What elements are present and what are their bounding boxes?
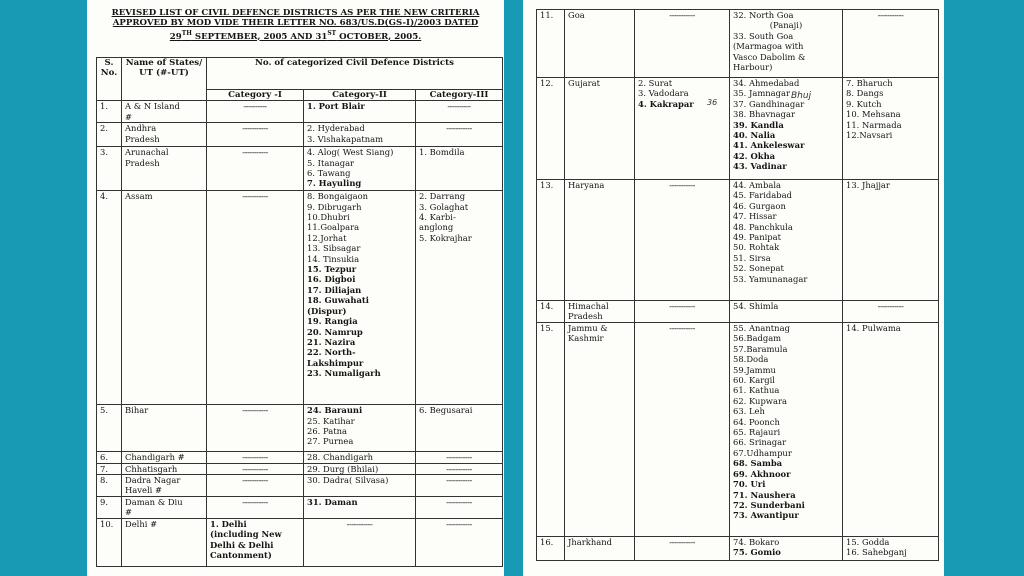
- cell-cat2: [730, 78, 843, 180]
- state-name-line: Kashmir: [568, 333, 604, 344]
- district-entry: 74. Bokaro: [733, 537, 780, 547]
- district-entry: 25. Katihar: [307, 415, 355, 426]
- district-entry: 9. Dibrugarh: [307, 201, 362, 212]
- district-entry: 35. Jamnagar: [733, 88, 791, 99]
- district-entry: 19. Rangia: [307, 316, 358, 327]
- cell-cat1: [207, 405, 304, 452]
- district-entry: 10. Mehsana: [846, 109, 901, 120]
- district-entry: 7. Bharuch: [846, 78, 893, 88]
- district-entry: 73. Awantipur: [733, 510, 799, 521]
- document-title: [87, 0, 504, 42]
- district-entry: 8. Dangs: [846, 88, 884, 99]
- district-entry: (Marmagoa with: [733, 41, 804, 52]
- cell-cat3: [416, 475, 503, 497]
- empty-marker: -----------: [669, 180, 695, 190]
- cell-cat2: [304, 101, 416, 123]
- cell-cat2: [304, 475, 416, 497]
- cell-state: [122, 519, 207, 567]
- table-row: [97, 191, 503, 405]
- cell-sno: 11.: [537, 10, 565, 78]
- district-entry: 20. Namrup: [307, 326, 363, 337]
- district-entry: 1. Port Blair: [307, 101, 365, 112]
- district-entry: 12.Jorhat: [307, 232, 347, 243]
- cell-sno: 7.: [97, 463, 122, 474]
- cell-state: [565, 10, 635, 78]
- district-entry: 39. Kandla: [733, 119, 784, 130]
- cell-state: [565, 323, 635, 537]
- district-entry: (Panaji): [769, 20, 803, 31]
- state-name-line: Haveli #: [125, 485, 163, 496]
- cell-cat2: [304, 405, 416, 452]
- cell-state: [122, 452, 207, 463]
- cell-state: [122, 463, 207, 474]
- cell-sno: 5.: [97, 405, 122, 452]
- empty-marker: ----------: [447, 101, 471, 112]
- district-entry: 46. Gurgaon: [733, 200, 786, 211]
- district-entry: 44. Ambala: [733, 180, 781, 190]
- district-entry: 14. Pulwama: [846, 323, 901, 333]
- state-name-line: Daman & Diu: [125, 497, 183, 508]
- handwritten-note-word: Bhuj: [791, 91, 812, 101]
- district-entry: 11.Goalpara: [307, 222, 360, 233]
- table-row: [537, 78, 939, 180]
- district-entry: 16. Digboi: [307, 274, 356, 285]
- empty-marker: -----------: [446, 123, 472, 134]
- cell-cat1: [207, 519, 304, 567]
- district-entry: 47. Hissar: [733, 211, 777, 222]
- empty-marker: -----------: [446, 475, 472, 486]
- state-name-line: Jharkhand: [568, 537, 612, 547]
- cell-cat1: [207, 452, 304, 463]
- cell-cat2: [304, 452, 416, 463]
- cell-sno: 13.: [537, 180, 565, 301]
- empty-marker: -----------: [242, 497, 268, 508]
- cell-state: [122, 101, 207, 123]
- district-entry: 1. Bomdila: [419, 147, 465, 158]
- table-row: [97, 147, 503, 191]
- cell-sno: 12.: [537, 78, 565, 180]
- district-entry: 34. Ahmedabad: [733, 78, 800, 88]
- table-row: [97, 519, 503, 567]
- district-entry: 60. Kargil: [733, 375, 775, 386]
- state-name-line: Jammu &: [568, 323, 608, 333]
- cell-cat3: [416, 519, 503, 567]
- district-entry: 40. Nalia: [733, 130, 776, 141]
- table-row: [97, 405, 503, 452]
- table-row: [97, 475, 503, 497]
- title-line-1: REVISED LIST OF CIVIL DEFENCE DISTRICTS AS PER THE NEW CRITERIA: [111, 8, 480, 18]
- district-entry: anglong: [419, 222, 454, 233]
- empty-marker: -----------: [669, 323, 695, 333]
- header-state: Name of States/ UT (#-UT): [122, 58, 207, 101]
- district-entry: 37. Gandhinagar: [733, 98, 805, 109]
- title-line-2: APPROVED BY MOD VIDE THEIR LETTER NO. 683/US.D(GS-I)/2003 DATED: [112, 18, 479, 29]
- district-entry: 65. Rajauri: [733, 427, 781, 438]
- district-entry: 16. Sahebganj: [846, 547, 907, 558]
- district-entry: 57.Baramula: [733, 343, 788, 354]
- cell-cat1: [207, 147, 304, 191]
- state-name-line: Bihar: [125, 405, 149, 416]
- cell-cat3: [843, 537, 939, 561]
- cell-cat1: [635, 301, 730, 323]
- state-name-line: #: [125, 507, 133, 518]
- district-entry: Delhi & Delhi: [210, 539, 274, 550]
- district-entry: 1. Delhi: [210, 519, 247, 530]
- district-entry: 42. Okha: [733, 150, 776, 161]
- handwritten-note-number: 36: [707, 98, 718, 107]
- cell-sno: 2.: [97, 123, 122, 147]
- cell-sno: 6.: [97, 452, 122, 463]
- cell-state: [565, 78, 635, 180]
- cell-cat1: [207, 475, 304, 497]
- table-row: [97, 463, 503, 474]
- empty-marker: -----------: [446, 463, 472, 474]
- district-entry: 2. Surat: [638, 78, 673, 88]
- cell-sno: 14.: [537, 301, 565, 323]
- empty-marker: -----------: [669, 301, 695, 311]
- empty-marker: -----------: [242, 405, 268, 416]
- civil-defence-table-page-1: [96, 57, 503, 567]
- state-name-line: Arunachal: [125, 147, 169, 158]
- district-entry: 12.Navsari: [846, 130, 893, 141]
- cell-state: [565, 180, 635, 301]
- empty-marker: -----------: [877, 10, 904, 20]
- district-entry: 23. Numaligarh: [307, 368, 381, 379]
- district-entry: 4. Kakrapar: [638, 98, 694, 109]
- document-page-1: [87, 0, 504, 576]
- district-entry: 59.Jammu: [733, 364, 776, 375]
- cell-sno: 8.: [97, 475, 122, 497]
- cell-cat1: [635, 10, 730, 78]
- district-entry: Harbour): [733, 62, 773, 73]
- empty-marker: -----------: [446, 497, 472, 508]
- cell-cat3: [416, 463, 503, 474]
- district-entry: 6. Begusarai: [419, 405, 473, 416]
- district-entry: 5. Itanagar: [307, 157, 355, 168]
- cell-sno: 10.: [97, 519, 122, 567]
- district-entry: 4. Karbi-: [419, 212, 456, 223]
- state-name-line: Gujarat: [568, 78, 601, 88]
- district-entry: 33. South Goa: [733, 30, 794, 41]
- district-entry: 31. Daman: [307, 497, 358, 508]
- empty-marker: -----------: [242, 191, 268, 202]
- district-entry: 62. Kupwara: [733, 395, 787, 406]
- cell-cat3: [416, 123, 503, 147]
- district-entry: 53. Yamunanagar: [733, 273, 808, 284]
- district-entry: 30. Dadra( Silvasa): [307, 475, 389, 486]
- cell-cat2: [304, 123, 416, 147]
- table-row: [537, 180, 939, 301]
- table-row: [97, 497, 503, 519]
- district-entry: 72. Sunderbani: [733, 499, 805, 510]
- district-entry: 55. Anantnag: [733, 323, 790, 333]
- district-entry: 54. Shimla: [733, 301, 779, 311]
- state-name-line: A & N Island: [125, 101, 180, 112]
- cell-cat2: [730, 10, 843, 78]
- empty-marker: -----------: [446, 452, 472, 463]
- district-entry: 26. Patna: [307, 426, 347, 437]
- cell-cat2: [730, 180, 843, 301]
- district-entry: 2. Hyderabad: [307, 123, 365, 134]
- state-name-line: #: [125, 111, 133, 122]
- cell-sno: 16.: [537, 537, 565, 561]
- state-name-line: Pradesh: [125, 133, 160, 144]
- district-entry: 56.Badgam: [733, 333, 782, 344]
- cell-cat2: [304, 463, 416, 474]
- cell-cat3: [843, 301, 939, 323]
- district-entry: 58.Doda: [733, 354, 769, 365]
- district-entry: 3. Vadodara: [638, 88, 689, 99]
- header-sno: S. No.: [97, 58, 122, 101]
- state-name-line: Pradesh: [568, 311, 603, 322]
- district-entry: 28. Chandigarh: [307, 452, 373, 463]
- district-entry: Vasco Dabolim &: [733, 51, 806, 62]
- empty-marker: -----------: [877, 301, 904, 311]
- state-name-line: Chandigarh #: [125, 452, 185, 463]
- state-name-line: Pradesh: [125, 157, 160, 168]
- district-entry: 2. Darrang: [419, 191, 466, 202]
- table-row: [97, 123, 503, 147]
- cell-state: [122, 405, 207, 452]
- district-entry: 51. Sirsa: [733, 252, 771, 263]
- cell-cat3: [416, 452, 503, 463]
- cell-cat3: [843, 10, 939, 78]
- header-category-1: Category -I: [207, 90, 304, 101]
- district-entry: 43. Vadinar: [733, 161, 787, 172]
- cell-cat1: [635, 537, 730, 561]
- district-entry: 29. Durg (Bhilai): [307, 463, 379, 474]
- table-row: [97, 452, 503, 463]
- header-category-2: Category-II: [304, 90, 416, 101]
- cell-cat2: [730, 537, 843, 561]
- header-group: No. of categorized Civil Defence Districts: [207, 58, 503, 90]
- district-entry: 13. Sibsagar: [307, 243, 361, 254]
- district-entry: 48. Panchkula: [733, 221, 793, 232]
- empty-marker: -----------: [242, 463, 268, 474]
- district-entry: 68. Samba: [733, 458, 783, 469]
- empty-marker: -----------: [669, 537, 695, 547]
- cell-cat3: [416, 101, 503, 123]
- state-name-line: Goa: [568, 10, 585, 20]
- empty-marker: -----------: [446, 519, 472, 530]
- district-entry: 49. Panipat: [733, 232, 782, 243]
- district-entry: 38. Bhavnagar: [733, 109, 795, 120]
- district-entry: 67.Udhampur: [733, 447, 792, 458]
- district-entry: 7. Hayuling: [307, 178, 362, 189]
- district-entry: 27. Purnea: [307, 436, 354, 447]
- empty-marker: -----------: [242, 475, 268, 486]
- empty-marker: ----------: [243, 101, 267, 112]
- district-entry: 75. Gomio: [733, 547, 781, 558]
- district-entry: 52. Sonepat: [733, 263, 784, 274]
- state-name-line: Haryana: [568, 180, 605, 190]
- cell-cat1: [207, 497, 304, 519]
- table-row: [537, 301, 939, 323]
- state-name-line: Dadra Nagar: [125, 475, 181, 486]
- header-category-3: Category-III: [416, 90, 503, 101]
- cell-cat3: [416, 147, 503, 191]
- district-entry: Lakshimpur: [307, 357, 364, 368]
- district-entry: 9. Kutch: [846, 98, 882, 109]
- table-row: [537, 323, 939, 537]
- empty-marker: -----------: [242, 147, 268, 158]
- cell-state: [122, 147, 207, 191]
- district-entry: 10.Dhubri: [307, 212, 350, 223]
- cell-cat3: [843, 180, 939, 301]
- district-entry: 45. Faridabad: [733, 190, 792, 201]
- state-name-line: Himachal: [568, 301, 609, 311]
- table-row: [537, 10, 939, 78]
- state-name-line: Assam: [125, 191, 153, 202]
- cell-state: [565, 537, 635, 561]
- empty-marker: -----------: [242, 123, 268, 134]
- district-entry: 8. Bongaigaon: [307, 191, 369, 202]
- district-entry: 41. Ankeleswar: [733, 140, 805, 151]
- cell-state: [565, 301, 635, 323]
- cell-sno: 15.: [537, 323, 565, 537]
- district-entry: 61. Kathua: [733, 385, 780, 396]
- district-entry: 15. Godda: [846, 537, 890, 547]
- state-name-line: Andhra: [125, 123, 157, 134]
- district-entry: 69. Akhnoor: [733, 468, 791, 479]
- cell-cat1: [207, 101, 304, 123]
- district-entry: 5. Kokrajhar: [419, 232, 472, 243]
- cell-cat2: [304, 519, 416, 567]
- cell-cat3: [416, 191, 503, 405]
- district-entry: 15. Tezpur: [307, 264, 357, 275]
- district-entry: (Dispur): [307, 305, 347, 316]
- district-entry: 71. Naushera: [733, 489, 796, 500]
- cell-state: [122, 191, 207, 405]
- cell-cat2: [730, 323, 843, 537]
- civil-defence-table-page-2: [536, 9, 939, 561]
- cell-state: [122, 497, 207, 519]
- cell-cat3: [843, 323, 939, 537]
- district-entry: 21. Nazira: [307, 336, 356, 347]
- district-entry: 64. Poonch: [733, 416, 780, 427]
- cell-cat1: [207, 463, 304, 474]
- cell-cat2: [730, 301, 843, 323]
- table-row: [537, 537, 939, 561]
- cell-sno: 3.: [97, 147, 122, 191]
- cell-cat2: [304, 147, 416, 191]
- district-entry: 4. Alog( West Siang): [307, 147, 394, 158]
- district-entry: 63. Leh: [733, 406, 765, 417]
- district-entry: 6. Tawang: [307, 168, 351, 179]
- district-entry: Cantonment): [210, 550, 272, 561]
- cell-cat1: [635, 180, 730, 301]
- cell-cat2: [304, 191, 416, 405]
- cell-sno: 9.: [97, 497, 122, 519]
- district-entry: 22. North-: [307, 347, 356, 358]
- state-name-line: Chhatisgarh: [125, 463, 178, 474]
- district-entry: 32. North Goa: [733, 10, 794, 20]
- empty-marker: -----------: [242, 452, 268, 463]
- table-row: [97, 101, 503, 123]
- cell-cat1: [635, 78, 730, 180]
- cell-sno: 1.: [97, 101, 122, 123]
- cell-cat3: [843, 78, 939, 180]
- district-entry: 17. Diliajan: [307, 284, 362, 295]
- district-entry: 18. Guwahati: [307, 295, 369, 306]
- district-entry: 24. Barauni: [307, 405, 363, 416]
- cell-cat1: [207, 191, 304, 405]
- cell-cat1: [207, 123, 304, 147]
- cell-sno: 4.: [97, 191, 122, 405]
- cell-cat1: [635, 323, 730, 537]
- district-entry: (including New: [210, 529, 282, 540]
- district-entry: 3. Vishakapatnam: [307, 133, 384, 144]
- cell-cat3: [416, 497, 503, 519]
- empty-marker: -----------: [346, 519, 373, 530]
- district-entry: 50. Rohtak: [733, 242, 780, 253]
- state-name-line: Delhi #: [125, 519, 158, 530]
- cell-state: [122, 475, 207, 497]
- district-entry: 3. Golaghat: [419, 201, 469, 212]
- empty-marker: -----------: [669, 10, 695, 20]
- district-entry: 14. Tinsukia: [307, 253, 360, 264]
- cell-cat3: [416, 405, 503, 452]
- document-page-2: [523, 0, 944, 576]
- title-line-3: 29TH SEPTEMBER, 2005 AND 31ST OCTOBER, 2005.: [169, 29, 422, 42]
- district-entry: 66. Srinagar: [733, 437, 787, 448]
- district-entry: 13. Jhajjar: [846, 180, 890, 190]
- cell-state: [122, 123, 207, 147]
- cell-cat2: [304, 497, 416, 519]
- district-entry: 11. Narmada: [846, 119, 902, 130]
- district-entry: 70. Uri: [733, 479, 766, 490]
